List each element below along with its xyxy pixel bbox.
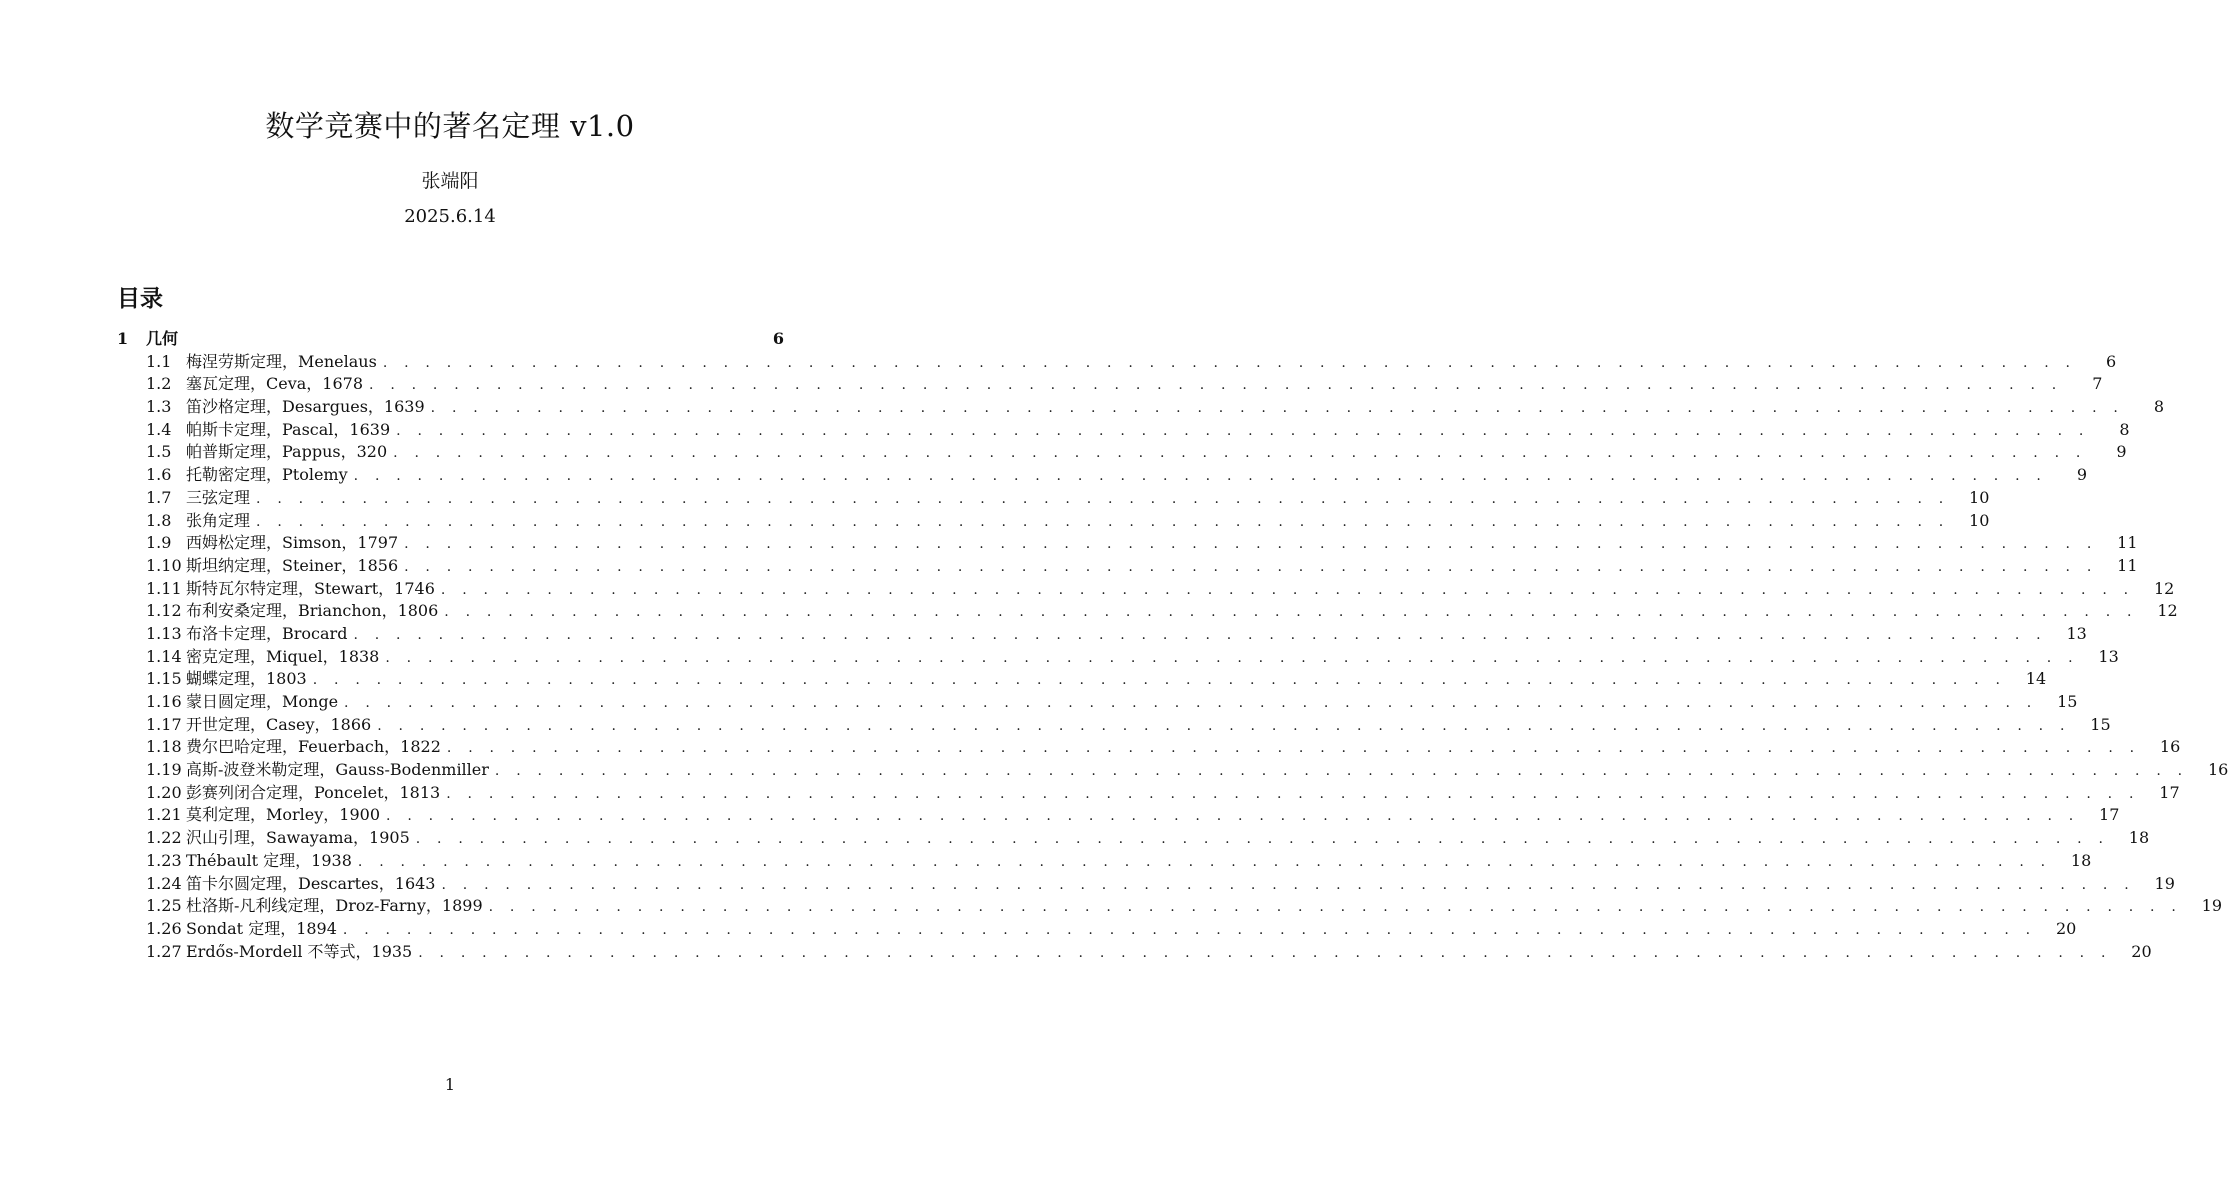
toc-entry-number: 1.14 [146, 646, 182, 666]
toc-heading: 目录 [117, 286, 163, 312]
toc-entry-number: 1.25 [146, 896, 182, 916]
toc-entry[interactable] [117, 462, 2088, 485]
toc-entry-title: 沢山引理，Sawayama，1905 [186, 828, 410, 848]
toc-entry-title: 彭赛列闭合定理，Poncelet，1813 [186, 782, 441, 802]
toc-section-page: 6 [772, 329, 784, 348]
toc-entry-number: 1.19 [146, 760, 182, 780]
toc-entry[interactable] [117, 644, 2119, 667]
toc-dot-leader: . . . . . . . . . . . . . . . . . . . . . . . . . . . . . . . . . . . . . . . . . . . . . . . . . . . . . . . . . . . . . . . . . . . . . . . . . . . . . . . . [446, 740, 2141, 757]
toc-entry[interactable] [117, 485, 1990, 508]
toc-dot-leader: . . . . . . . . . . . . . . . . . . . . . . . . . . . . . . . . . . . . . . . . . . . . . . . . . . . . . . . . . . . . . . . . . . . . . . . . . . . . . . . . [256, 513, 1950, 530]
toc-entry[interactable] [117, 508, 1990, 531]
toc-entry[interactable] [117, 598, 2178, 621]
toc-entry-page: 11 [2117, 555, 2138, 575]
toc-entry-page: 15 [2057, 692, 2078, 711]
toc-entry-title: 密克定理，Miquel，1838 [186, 646, 380, 666]
toc-dot-leader: . . . . . . . . . . . . . . . . . . . . . . . . . . . . . . . . . . . . . . . . . . . . . . . . . . . . . . . . . . . . . . . . . . . . . . . . . . . . . . . . [446, 785, 2140, 802]
toc-entry[interactable] [117, 757, 2228, 780]
toc-entry-number: 1.3 [146, 397, 172, 417]
toc-entry-title: 笛卡尔圆定理，Descartes，1643 [186, 873, 436, 893]
toc-entry[interactable] [117, 530, 2138, 553]
toc-entry-number: 1.27 [146, 941, 182, 961]
toc-entry-title: 塞瓦定理，Ceva，1678 [186, 374, 364, 394]
toc-entry-page: 9 [2116, 442, 2127, 462]
toc-entry-page: 13 [2066, 623, 2087, 643]
toc-entry[interactable] [117, 734, 2181, 757]
toc-dot-leader: . . . . . . . . . . . . . . . . . . . . . . . . . . . . . . . . . . . . . . . . . . . . . . . . . . . . . . . . . . . . . . . . . . . . . . . . . . . . . . . . [393, 445, 2087, 462]
toc-entry-title: 帕斯卡定理，Pascal，1639 [186, 419, 391, 439]
toc-entry-page: 10 [1969, 487, 1990, 507]
toc-entry-number: 1.11 [146, 578, 182, 598]
toc-entry[interactable] [117, 939, 2152, 962]
toc-dot-leader: . . . . . . . . . . . . . . . . . . . . . . . . . . . . . . . . . . . . . . . . . . . . . . . . . . . . . . . . . . . . . . . . . . . . . . . . . . . . . . . . [353, 626, 2047, 643]
toc-entry-title: Sondat 定理，1894 [186, 918, 337, 938]
document-title: 数学竞赛中的著名定理 v1.0 [265, 109, 635, 143]
toc-entry-title: 蒙日圆定理，Monge [186, 692, 339, 711]
table-of-contents [117, 326, 2228, 961]
toc-entry[interactable] [117, 621, 2087, 644]
toc-entry-title: Thébault 定理，1938 [186, 850, 352, 870]
toc-entry-page: 13 [2098, 646, 2119, 666]
toc-dot-leader: . . . . . . . . . . . . . . . . . . . . . . . . . . . . . . . . . . . . . . . . . . . . . . . . . . . . . . . . . . . . . . . . . . . . . . . . . . . . . . . . [440, 581, 2135, 598]
toc-entry-title: 蝴蝶定理，1803 [186, 669, 307, 689]
toc-dot-leader: . . . . . . . . . . . . . . . . . . . . . . . . . . . . . . . . . . . . . . . . . . . . . . . . . . . . . . . . . . . . . . . . . . . . . . . . . . . . . . . . [256, 490, 1950, 507]
toc-dot-leader: . . . . . . . . . . . . . . . . . . . . . . . . . . . . . . . . . . . . . . . . . . . . . . . . . . . . . . . . . . . . . . . . . . . . . . . . . . . . . . . . [404, 536, 2098, 553]
toc-entry-page: 19 [2201, 896, 2223, 916]
toc-entry-page: 18 [2128, 828, 2150, 848]
toc-entry-title: 梅涅劳斯定理，Menelaus [186, 351, 377, 371]
document-date: 2025.6.14 [404, 206, 496, 227]
toc-entry-number: 1.12 [146, 601, 182, 621]
toc-entry-page: 19 [2154, 873, 2175, 893]
toc-entry-title: 高斯-波登米勒定理，Gauss-Bodenmiller [186, 760, 489, 780]
toc-entry-number: 1.5 [146, 442, 172, 462]
toc-entry-page: 8 [2119, 419, 2130, 439]
toc-dot-leader: . . . . . . . . . . . . . . . . . . . . . . . . . . . . . . . . . . . . . . . . . . . . . . . . . . . . . . . . . . . . . . . . . . . . . . . . . . . . . . . . [357, 853, 2052, 870]
toc-entry-title: 笛沙格定理，Desargues，1639 [186, 397, 425, 417]
toc-entry[interactable] [117, 349, 2117, 372]
toc-dot-leader: . . . . . . . . . . . . . . . . . . . . . . . . . . . . . . . . . . . . . . . . . . . . . . . . . . . . . . . . . . . . . . . . . . . . . . . . . . . . . . . . [312, 672, 2007, 689]
toc-entry-page: 6 [2106, 351, 2117, 371]
toc-entry-number: 1.7 [146, 487, 172, 507]
toc-section-number: 1 [117, 329, 129, 348]
toc-entry-number: 1.2 [146, 374, 172, 394]
toc-entry[interactable] [117, 553, 2138, 576]
toc-dot-leader: . . . . . . . . . . . . . . . . . . . . . . . . . . . . . . . . . . . . . . . . . . . . . . . . . . . . . . . . . . . . . . . . . . . . . . . . . . . . . . . . [382, 354, 2077, 371]
toc-dot-leader: . . . . . . . . . . . . . . . . . . . . . . . . . . . . . . . . . . . . . . . . . . . . . . . . . . . . . . . . . . . . . . . . . . . . . . . . . . . . . . . . [488, 899, 2183, 916]
toc-entry-title: 西姆松定理，Simson，1797 [186, 533, 399, 553]
toc-entry-number: 1.20 [146, 782, 182, 802]
toc-entry-number: 1.22 [146, 828, 182, 848]
page-number: 1 [444, 1075, 456, 1094]
toc-entry[interactable] [117, 666, 2047, 689]
toc-entry[interactable] [117, 871, 2175, 894]
toc-dot-leader: . . . . . . . . . . . . . . . . . . . . . . . . . . . . . . . . . . . . . . . . . . . . . . . . . . . . . . . . . . . . . . . . . . . . . . . . . . . . . . . . [369, 377, 2063, 394]
toc-dot-leader: . . . . . . . . . . . . . . . . . . . . . . . . . . . . . . . . . . . . . . . . . . . . . . . . . . . . . . . . . . . . . . . . . . . . . . . . . . . . . . . . [344, 695, 2038, 711]
toc-dot-leader: . . . . . . . . . . . . . . . . . . . . . . . . . . . . . . . . . . . . . . . . . . . . . . . . . . . . . . . . . . . . . . . . . . . . . . . . . . . . . . . . [418, 944, 2112, 961]
toc-entry-page: 17 [2159, 782, 2180, 802]
toc-entry-page: 17 [2099, 805, 2120, 825]
toc-entry[interactable] [117, 802, 2120, 825]
toc-entry-title: 杜洛斯-凡利线定理，Droz-Farny，1899 [186, 896, 483, 916]
toc-entry-page: 12 [2157, 601, 2178, 621]
toc-dot-leader: . . . . . . . . . . . . . . . . . . . . . . . . . . . . . . . . . . . . . . . . . . . . . . . . . . . . . . . . . . . . . . . . . . . . . . . . . . . . . . . . [396, 422, 2090, 439]
toc-entry[interactable] [117, 916, 2077, 939]
toc-entry[interactable] [117, 371, 2103, 394]
toc-entry[interactable] [117, 417, 2130, 440]
toc-dot-leader: . . . . . . . . . . . . . . . . . . . . . . . . . . . . . . . . . . . . . . . . . . . . . . . . . . . . . . . . . . . . . . . . . . . . . . . . . . . . . . . . [353, 468, 2048, 485]
toc-entry-page: 16 [2159, 737, 2181, 757]
toc-entry-number: 1.26 [146, 918, 182, 938]
toc-dot-leader: . . . . . . . . . . . . . . . . . . . . . . . . . . . . . . . . . . . . . . . . . . . . . . . . . . . . . . . . . . . . . . . . . . . . . . . . . . . . . . . . [444, 604, 2138, 621]
toc-entry-title: 斯特瓦尔特定理，Stewart，1746 [186, 578, 435, 598]
toc-dot-leader: . . . . . . . . . . . . . . . . . . . . . . . . . . . . . . . . . . . . . . . . . . . . . . . . . . . . . . . . . . . . . . . . . . . . . . . . . . . . . . . . [430, 400, 2125, 417]
toc-entry-page: 9 [2076, 465, 2088, 485]
toc-entry-number: 1.6 [146, 465, 172, 485]
toc-entry-page: 7 [2092, 374, 2103, 394]
toc-dot-leader: . . . . . . . . . . . . . . . . . . . . . . . . . . . . . . . . . . . . . . . . . . . . . . . . . . . . . . . . . . . . . . . . . . . . . . . . . . . . . . . . [377, 717, 2071, 734]
toc-entry-title: 布利安桑定理，Brianchon，1806 [186, 601, 439, 621]
toc-section-title: 几何 [146, 329, 179, 348]
toc-entry[interactable] [117, 780, 2180, 803]
toc-dot-leader: . . . . . . . . . . . . . . . . . . . . . . . . . . . . . . . . . . . . . . . . . . . . . . . . . . . . . . . . . . . . . . . . . . . . . . . . . . . . . . . . [441, 876, 2135, 893]
toc-dot-leader: . . . . . . . . . . . . . . . . . . . . . . . . . . . . . . . . . . . . . . . . . . . . . . . . . . . . . . . . . . . . . . . . . . . . . . . . . . . . . . . . [404, 558, 2098, 575]
toc-entry-title: Erdős-Mordell 不等式，1935 [186, 941, 413, 961]
toc-entry[interactable] [117, 576, 2175, 599]
toc-entry-list [117, 349, 2228, 962]
toc-entry-page: 10 [1969, 510, 1990, 530]
document-author: 张端阳 [421, 170, 479, 192]
toc-entry-number: 1.1 [146, 351, 172, 371]
toc-dot-leader: . . . . . . . . . . . . . . . . . . . . . . . . . . . . . . . . . . . . . . . . . . . . . . . . . . . . . . . . . . . . . . . . . . . . . . . . . . . . . . . . [494, 763, 2189, 780]
toc-entry[interactable] [117, 689, 2078, 712]
toc-entry[interactable] [117, 439, 2127, 462]
toc-entry[interactable] [117, 848, 2092, 871]
toc-section[interactable] [117, 326, 784, 349]
toc-entry-page: 18 [2070, 850, 2092, 870]
toc-entry-number: 1.9 [146, 533, 172, 553]
toc-entry-number: 1.24 [146, 873, 182, 893]
toc-entry-number: 1.16 [146, 692, 182, 711]
toc-entry-page: 11 [2117, 533, 2138, 553]
toc-entry-page: 16 [2207, 760, 2228, 780]
toc-entry-page: 12 [2153, 578, 2175, 598]
toc-entry-title: 费尔巴哈定理，Feuerbach，1822 [186, 737, 441, 757]
toc-entry-title: 斯坦纳定理，Steiner，1856 [186, 555, 399, 575]
toc-dot-leader: . . . . . . . . . . . . . . . . . . . . . . . . . . . . . . . . . . . . . . . . . . . . . . . . . . . . . . . . . . . . . . . . . . . . . . . . . . . . . . . . [342, 921, 2037, 938]
toc-dot-leader: . . . . . . . . . . . . . . . . . . . . . . . . . . . . . . . . . . . . . . . . . . . . . . . . . . . . . . . . . . . . . . . . . . . . . . . . . . . . . . . . [415, 831, 2110, 848]
toc-entry-number: 1.10 [146, 555, 182, 575]
toc-entry-number: 1.18 [146, 737, 182, 757]
toc-entry-number: 1.4 [146, 419, 172, 439]
toc-entry-number: 1.21 [146, 805, 182, 825]
toc-entry[interactable] [117, 825, 2150, 848]
toc-dot-leader: . . . . . . . . . . . . . . . . . . . . . . . . . . . . . . . . . . . . . . . . . . . . . . . . . . . . . . . . . . . . . . . . . . . . . . . . . . . . . . . . [386, 808, 2080, 825]
toc-entry-title: 莫利定理，Morley，1900 [186, 805, 381, 825]
toc-entry[interactable] [117, 394, 2165, 417]
toc-entry-page: 20 [2055, 918, 2077, 938]
toc-entry-title: 张角定理 [186, 510, 251, 530]
toc-entry[interactable] [117, 712, 2111, 735]
toc-entry-number: 1.13 [146, 623, 182, 643]
toc-entry[interactable] [117, 893, 2223, 916]
toc-entry-title: 三弦定理 [186, 487, 251, 507]
toc-entry-number: 1.15 [146, 669, 182, 689]
toc-entry-page: 8 [2153, 397, 2165, 417]
toc-entry-number: 1.23 [146, 850, 182, 870]
toc-entry-title: 帕普斯定理，Pappus，320 [186, 442, 388, 462]
toc-entry-number: 1.8 [146, 510, 172, 530]
toc-entry-page: 15 [2090, 714, 2111, 734]
toc-entry-page: 14 [2025, 669, 2047, 689]
toc-dot-leader: . . . . . . . . . . . . . . . . . . . . . . . . . . . . . . . . . . . . . . . . . . . . . . . . . . . . . . . . . . . . . . . . . . . . . . . . . . . . . . . . [385, 649, 2079, 666]
toc-entry-title: 布洛卡定理，Brocard [186, 623, 348, 643]
toc-entry-title: 开世定理，Casey，1866 [186, 714, 372, 734]
toc-entry-title: 托勒密定理，Ptolemy [186, 465, 348, 485]
toc-entry-page: 20 [2131, 941, 2152, 961]
toc-entry-number: 1.17 [146, 714, 182, 734]
